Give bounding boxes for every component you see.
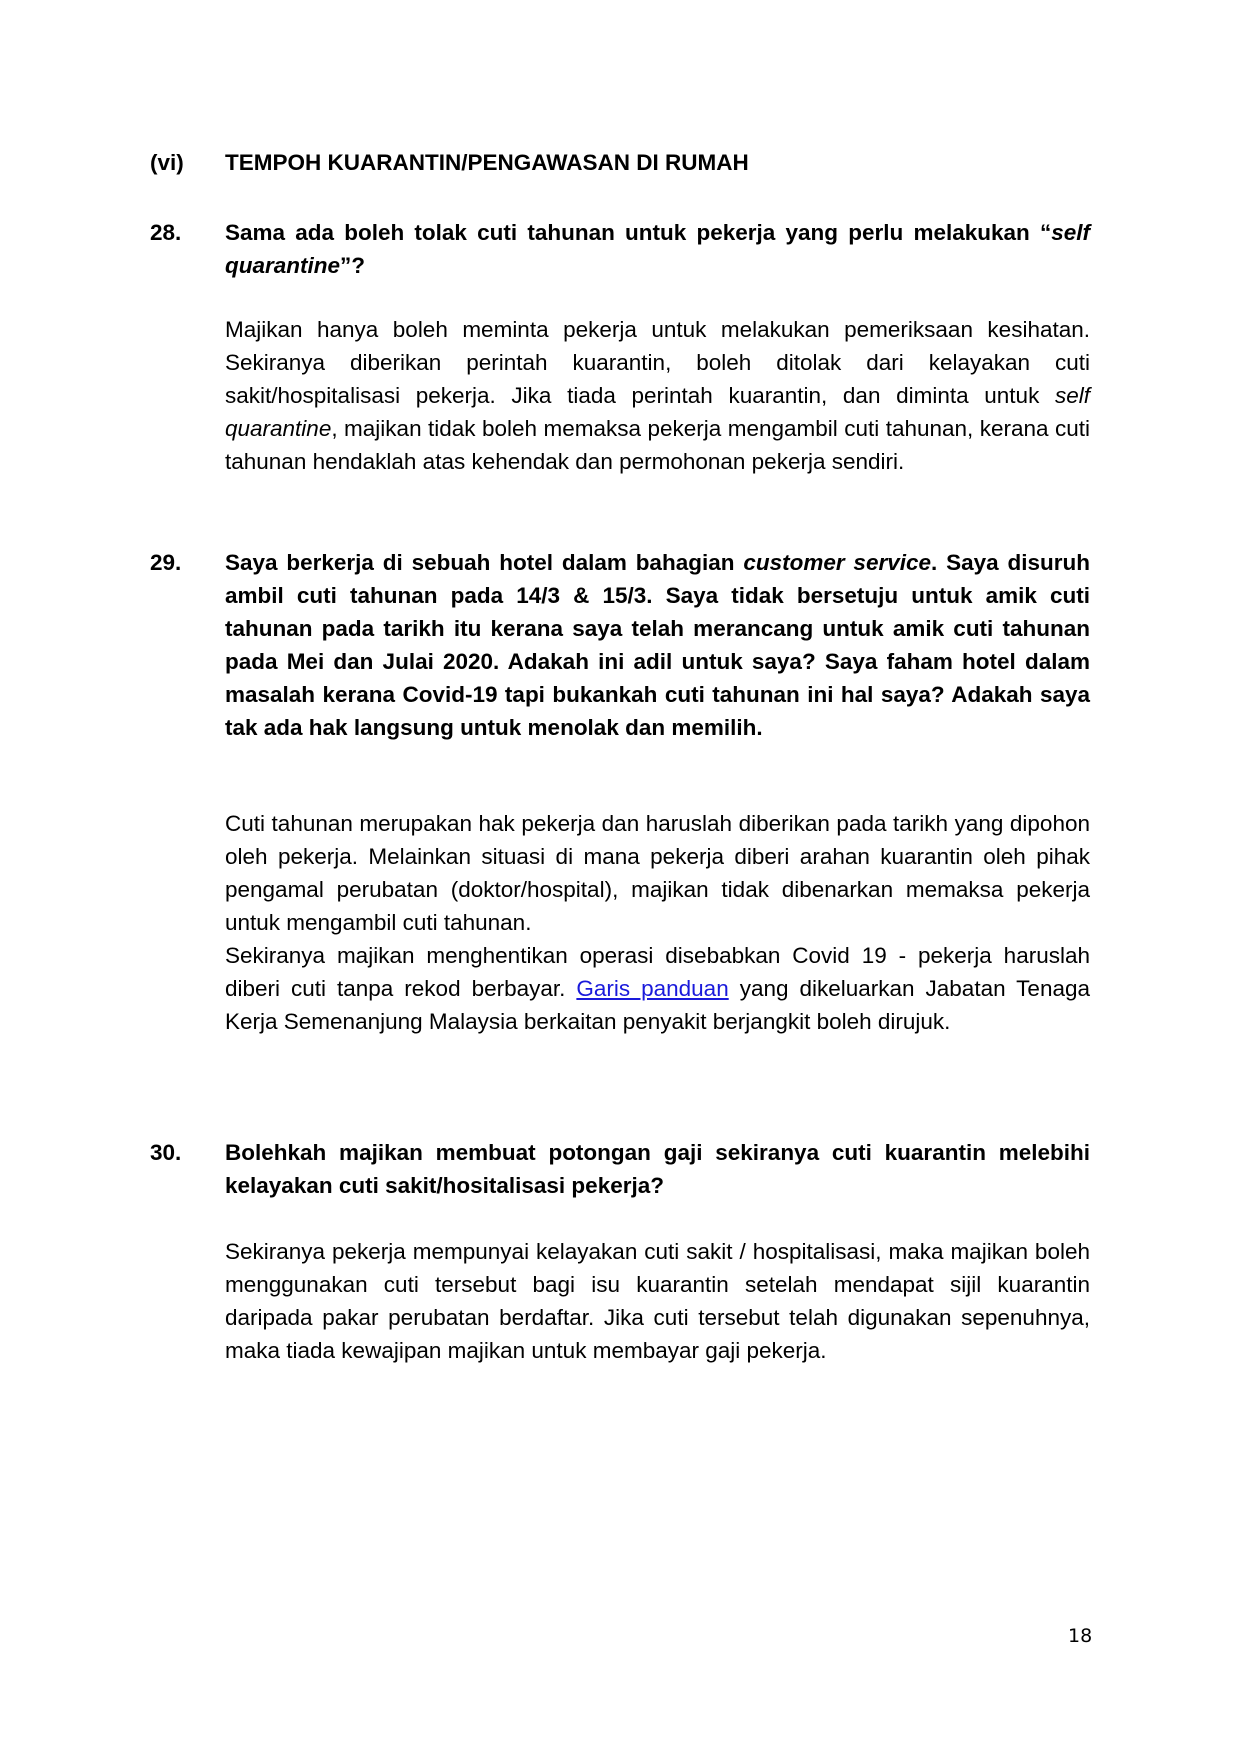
garis-panduan-link[interactable]: Garis panduan — [576, 976, 729, 1001]
question-number: 29. — [150, 550, 182, 575]
answer-30: Sekiranya pekerja mempunyai kelayakan cuti sakit / hospitalisasi, maka majikan boleh menggunakan cuti tersebut bagi isu kuarantin setelah mendapat sijil kuarantin daripada pakar perubatan berdaftar. Jika cuti tersebut telah digunakan sepenuhnya, maka tiada kewajipan majikan untuk membayar gaji pekerja. — [225, 1239, 1090, 1363]
question-text: Saya berkerja di sebuah hotel dalam bahagian customer service. Saya disuruh ambil cuti tahunan pada 14/3 & 15/3. Saya tidak bersetuju untuk amik cuti tahunan pada tarikh itu kerana saya telah merancang untuk amik cuti tahunan pada Mei dan Julai 2020. Adakah ini adil untuk saya? Saya faham hotel dalam masalah kerana Covid-19 tapi bukankah cuti tahunan ini hal saya? Adakah saya tak ada hak langsung untuk menolak dan memilih. — [225, 550, 1090, 740]
answer-28: Majikan hanya boleh meminta pekerja untuk melakukan pemeriksaan kesihatan. Sekiranya diberikan perintah kuarantin, boleh ditolak dari kelayakan cuti sakit/hospitalisasi pekerja. Jika tiada perintah kuarantin, dan diminta untuk self quarantine, majikan tidak boleh memaksa pekerja mengambil cuti tahunan, kerana cuti tahunan hendaklah atas kehendak dan permohonan pekerja sendiri. — [225, 317, 1090, 474]
question-text: Sama ada boleh tolak cuti tahunan untuk pekerja yang perlu melakukan “self quarantine”? — [225, 220, 1090, 278]
answer-29: Cuti tahunan merupakan hak pekerja dan haruslah diberikan pada tarikh yang dipohon oleh pekerja. Melainkan situasi di mana pekerja diberi arahan kuarantin oleh pihak pengamal perubatan (doktor/hospital), majikan tidak dibenarkan memaksa pekerja untuk mengambil cuti tahunan. Sekiranya majikan menghentikan operasi disebabkan Covid 19 - pekerja haruslah diberi cuti tanpa rekod berbayar. Garis panduan yang dikeluarkan Jabatan Tenaga Kerja Semenanjung Malaysia berkaitan penyakit berjangkit boleh dirujuk. — [225, 811, 1090, 1034]
question-number: 30. — [150, 1140, 182, 1165]
question-number: 28. — [150, 220, 182, 245]
question-text: Bolehkah majikan membuat potongan gaji sekiranya cuti kuarantin melebihi kelayakan cuti sakit/hositalisasi pekerja? — [225, 1140, 1090, 1198]
page-number: 18 — [1068, 1625, 1093, 1647]
section-title: TEMPOH KUARANTIN/PENGAWASAN DI RUMAH — [225, 150, 749, 175]
section-number: (vi) — [150, 150, 184, 175]
